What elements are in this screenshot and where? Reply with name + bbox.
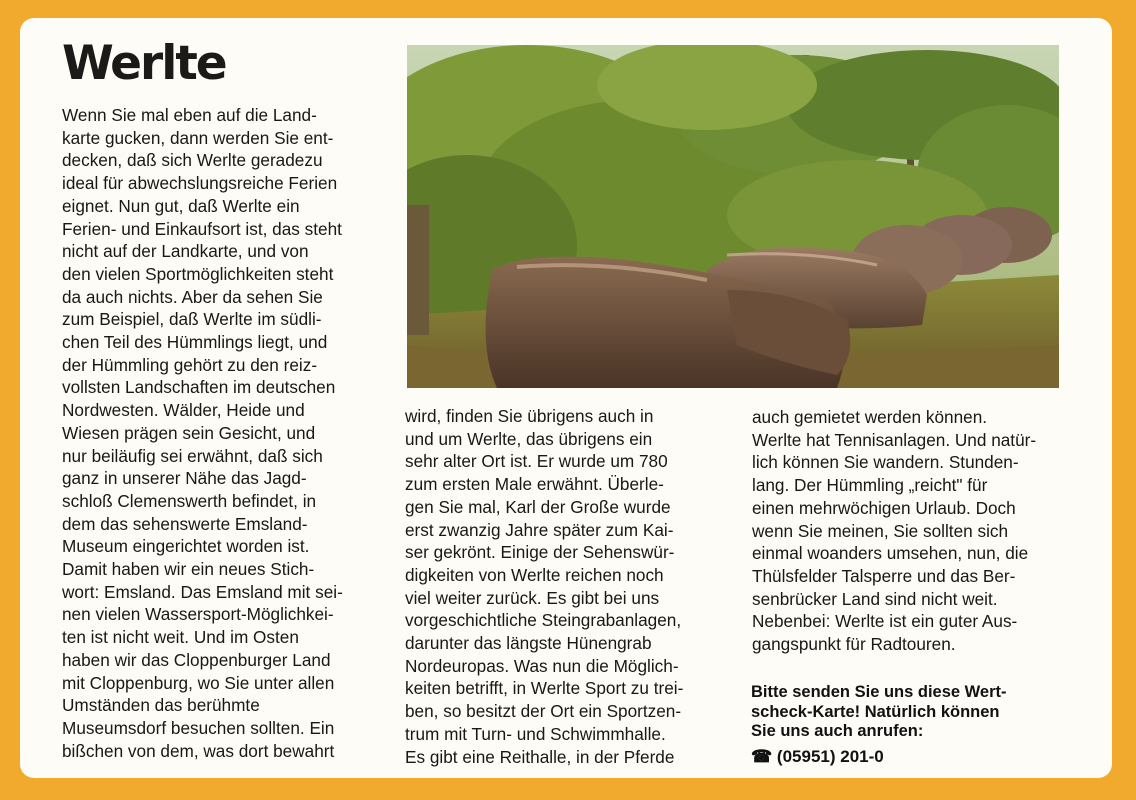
page-title: Werlte	[62, 36, 226, 91]
text-column-2: wird, finden Sie übrigens auch in und um Werlte, das übrigens ein sehr alter Ort ist. Er wurde um 780 zum ersten Male erwähnt. Überle- gen Sie mal, Karl der Große wurde erst zwanzig Jahre später zum Kai- ser gekrönt. Einige der Sehenswür- digkeiten von Werlte reichen noch viel weiter zurück. Es gibt bei uns vorgeschichtliche Steingrabanlagen, darunter das längste Hünengrab Nordeuropas. Was nun die Möglich- keiten betrifft, in Werlte Sport zu trei- ben, so besitzt der Ort ein Sportzen- trum mit Turn- und Schwimmhalle. Es gibt eine Reithalle, in der Pferde	[405, 406, 684, 767]
phone-number: (05951) 201-0	[776, 747, 884, 766]
phone-icon: ☎	[751, 747, 773, 766]
call-to-action: Bitte senden Sie uns diese Wert- scheck-Karte! Natürlich können Sie uns auch anrufen:	[751, 683, 1007, 740]
phone-number-line	[751, 746, 884, 768]
megalith-photo	[407, 45, 1059, 388]
text-column-1: Wenn Sie mal eben auf die Land- karte gucken, dann werden Sie ent- decken, daß sich Werlte geradezu ideal für abwechslungsreiche Ferien eignet. Nun gut, daß Werlte ein Ferien- und Einkaufsort ist, das steht nicht auf der Landkarte, und von den vielen Sportmöglichkeiten steht da auch nichts. Aber da sehen Sie zum Beispiel, daß Werlte im südli- chen Teil des Hümmlings liegt, und der Hümmling gehört zu den reiz- vollsten Landschaften im deutschen Nordwesten. Wälder, Heide und Wiesen prägen sein Gesicht, und nur beiläufig sei erwähnt, daß sich ganz in unserer Nähe das Jagd- schloß Clemenswerth befindet, in dem das sehenswerte Emsland- Museum eingerichtet worden ist. Damit haben wir ein neues Stich- wort: Emsland. Das Emsland mit sei- nen vielen Wassersport-Möglichkei- ten ist nicht weit. Und im Osten haben wir das Cloppenburger Land mit Cloppenburg, wo Sie unter allen Umständen das berühmte Museumsdorf besuchen sollten. Ein bißchen von dem, was dort bewahrt	[62, 105, 343, 761]
text-column-3: auch gemietet werden können. Werlte hat Tennisanlagen. Und natür- lich können Sie wandern. Stunden- lang. Der Hümmling „reicht" für einen mehrwöchigen Urlaub. Doch wenn Sie meinen, Sie sollten sich einmal woanders umsehen, nun, die Thülsfelder Talsperre und das Ber- senbrücker Land sind nicht weit. Nebenbei: Werlte ist ein guter Aus- gangspunkt für Radtouren.	[752, 407, 1037, 655]
